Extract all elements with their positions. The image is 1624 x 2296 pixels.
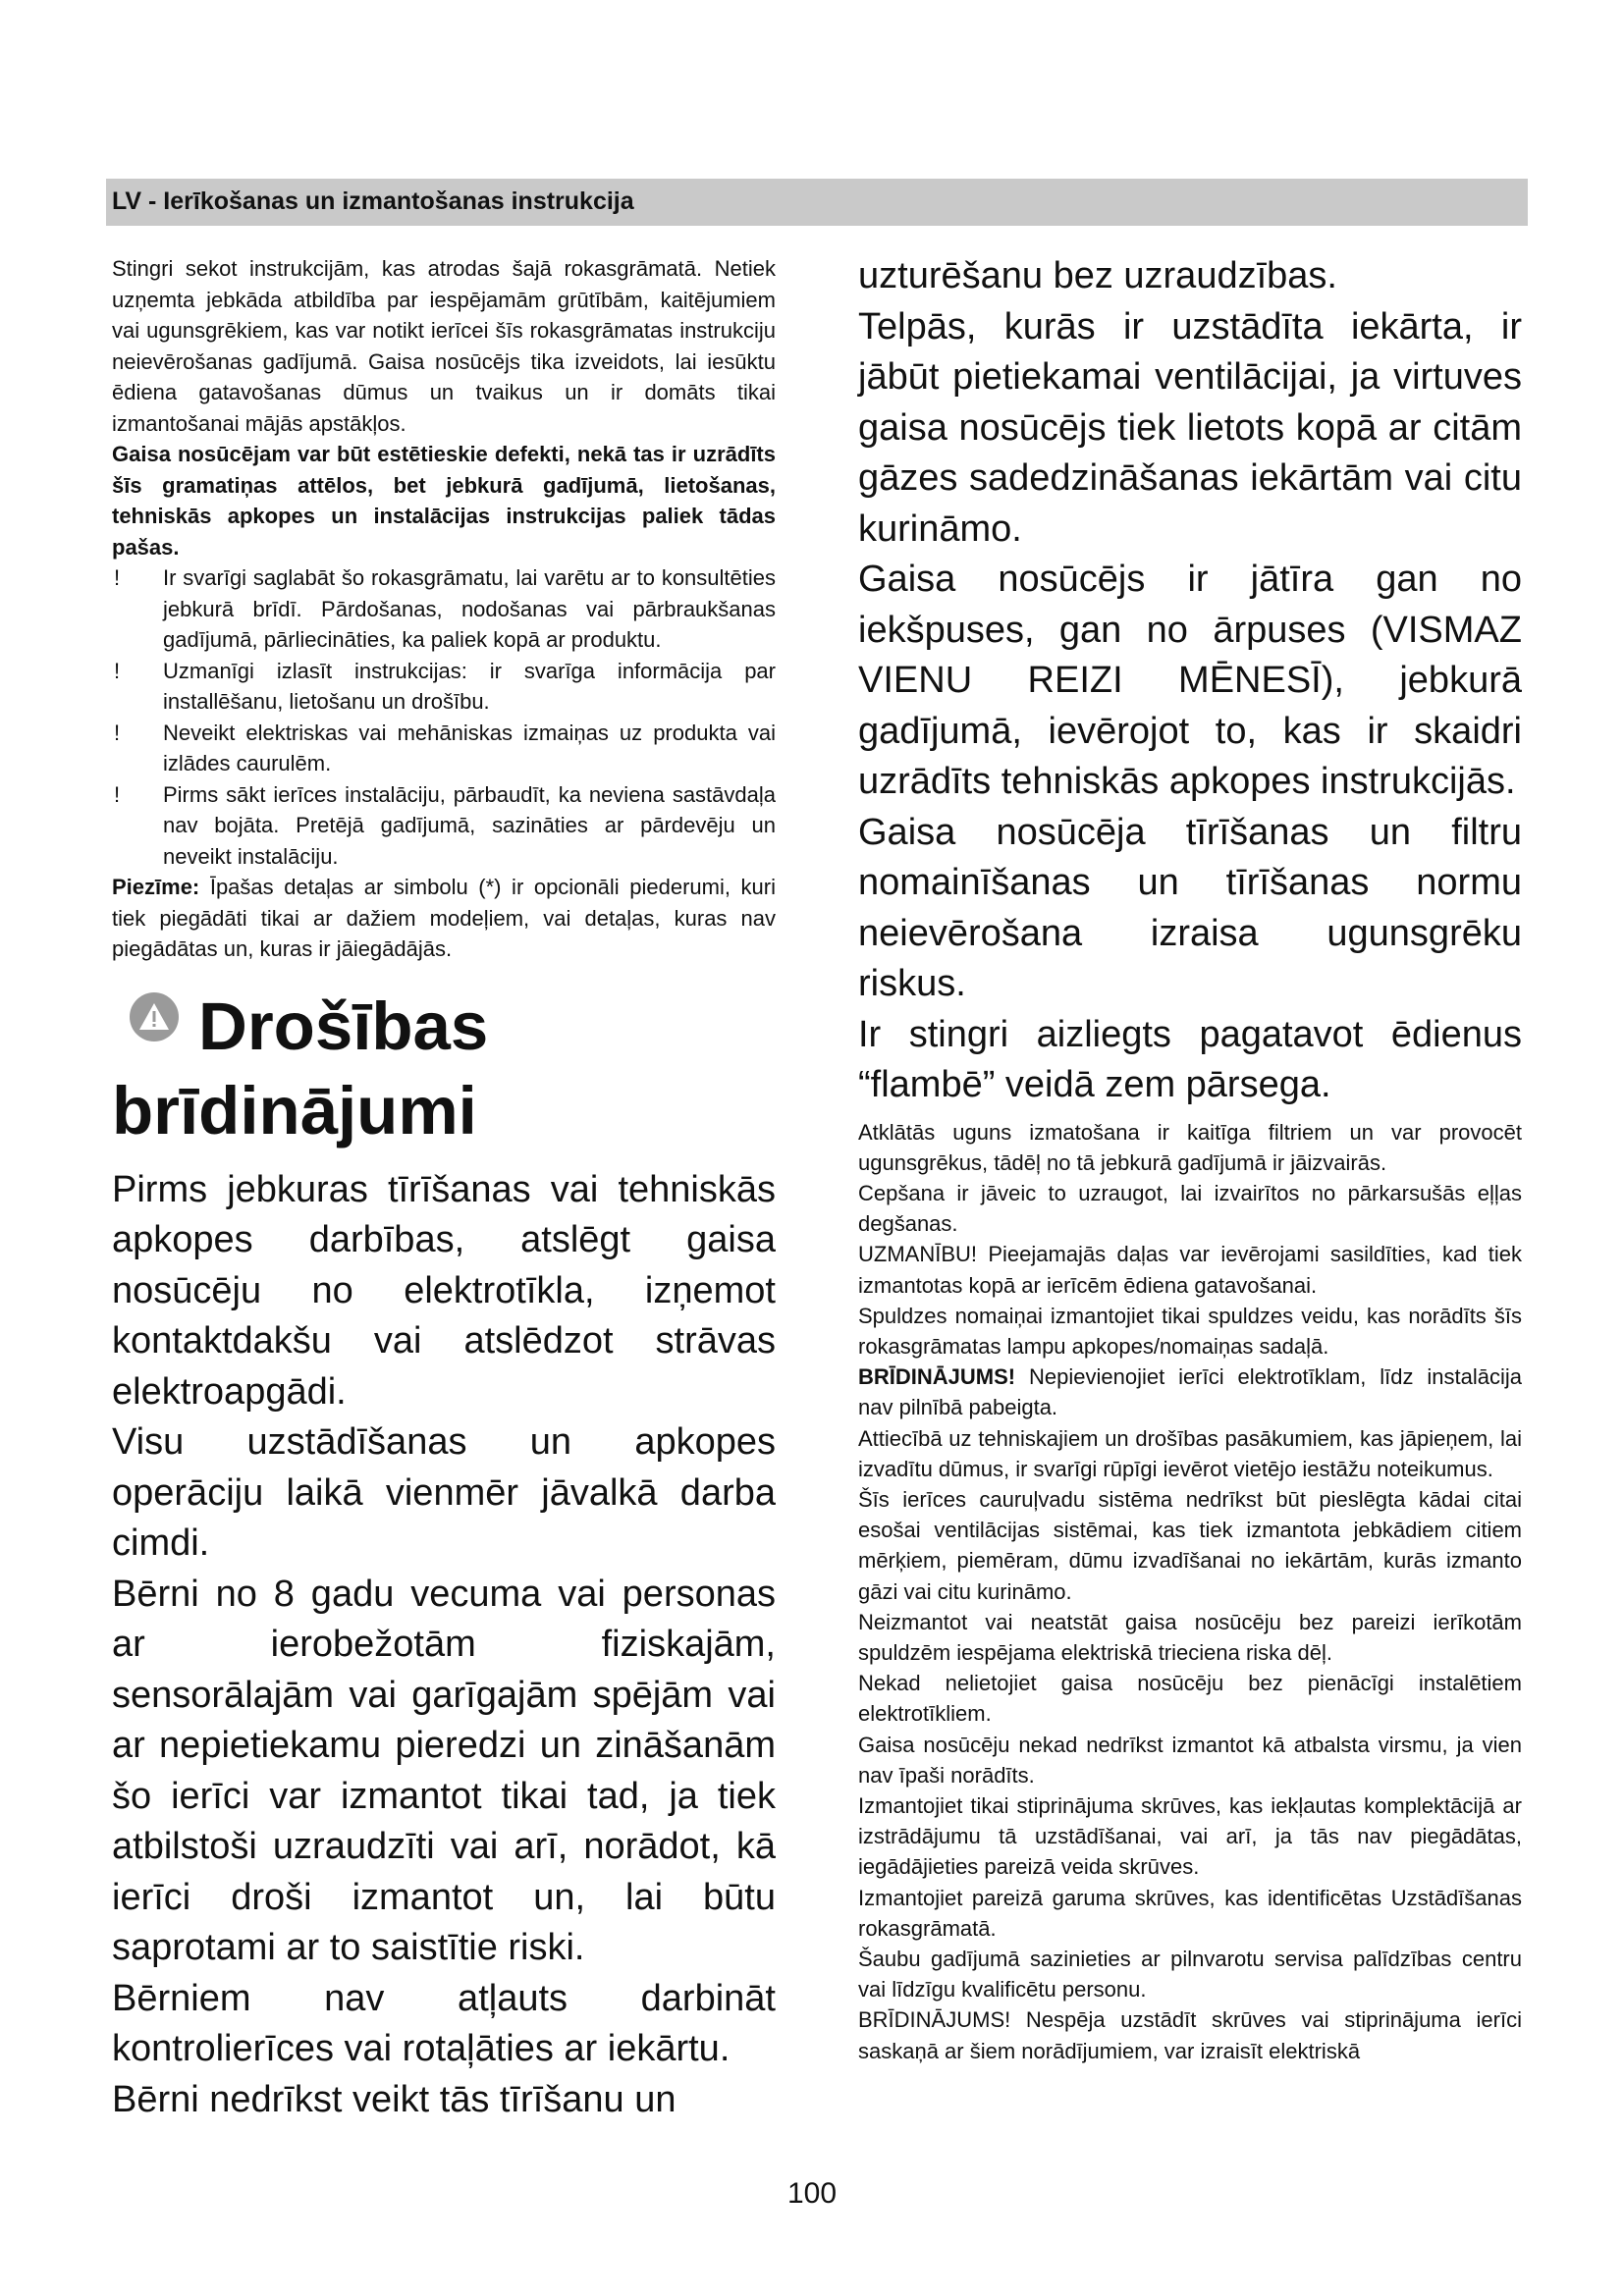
small-paragraph: BRĪDINĀJUMS! Nespēja uzstādīt skrūves vai stiprinājuma ierīci saskaņā ar šiem norādījumiem, var izraisīt elektriskā <box>858 2007 1522 2063</box>
big-paragraph: Bērni no 8 gadu vecuma vai personas ar ierobežotām fiziskajām, sensorālajām vai garīgajām spējām vai ar nepietiekamu pieredzi un zināšanām šo ierīci var izmantot tikai tad, ja tiek atbilstoši uzraudzīti vai arī, norādot, kā ierīci droši izmantot un, lai būtu saprotami ar to saistītie riski. <box>112 1573 776 1968</box>
exclamation-icon: ! <box>114 720 121 745</box>
exclamation-icon: ! <box>114 565 121 590</box>
heading-line-2: brīdinājumi <box>112 1072 477 1148</box>
small-paragraph: Nekad nelietojiet gaisa nosūcēju bez pienācīgi instalētiem elektrotīkliem. <box>858 1671 1522 1727</box>
exclamation-icon: ! <box>114 781 121 807</box>
section-header-title: LV - Ierīkošanas un izmantošanas instrukcija <box>112 187 634 215</box>
big-paragraph: Telpās, kurās ir uzstādīta iekārta, ir jābūt pietiekamai ventilācijai, ja virtuves gaisa nosūcējs tiek lietots kopā ar citām gāzes sadedzināšanas iekārtām vai citu kurināmo. <box>858 305 1522 550</box>
exclamation-icon: ! <box>114 658 121 683</box>
big-paragraph: Bērniem nav atļauts darbināt kontrolierīces vai rotaļāties ar iekārtu. <box>112 1977 776 2069</box>
small-paragraph: Gaisa nosūcēju nekad nedrīkst izmantot kā atbalsta virsmu, ja vien nav īpaši norādīts. <box>858 1732 1522 1788</box>
intro-paragraph: Stingri sekot instrukcijām, kas atrodas šajā rokasgrāmatā. Netiek uzņemta jebkāda atbildība par iespējamām grūtībām, kaitējumiem vai ugunsgrēkiem, kas var notikt ierīcei šīs rokasgrāmatas instrukciju neievērošanas gadījumā. Gaisa nosūcējs tika izveidots, lai iesūktu ēdiena gatavošanas dūmus un tvaikus un ir domāts tikai izmantošanai mājās apstākļos. <box>112 256 776 436</box>
small-paragraph: Cepšana ir jāveic to uzraugot, lai izvairītos no pārkarsušās eļļas degšanas. <box>858 1180 1522 1237</box>
warning-paragraph: BRĪDINĀJUMS! Nepievienojiet ierīci elektrotīklam, līdz instalācija nav pilnībā pabeigta. <box>858 1364 1522 1420</box>
left-column <box>112 253 776 2125</box>
safety-heading <box>112 985 776 1153</box>
note-paragraph: Piezīme: Īpašas detaļas ar simbolu (*) ir opcionāli piederumi, kuri tiek piegādāti tikai ar dažiem modeļiem, vai detaļas, kuras nav piegādātas un, kuras ir jāiegādājās. <box>112 875 776 961</box>
warning-icon <box>130 992 179 1041</box>
bullet-item: ! Ir svarīgi saglabāt šo rokasgrāmatu, lai varētu ar to konsultēties jebkurā brīdī. Pārdošanas, nodošanas vai pārbraukšanas gadījumā, pārliecināties, ka paliek kopā ar produktu. <box>112 562 776 656</box>
page-number: 100 <box>786 2177 838 2210</box>
big-paragraph: Ir stingri aizliegts pagatavot ēdienus “flambē” veidā zem pārsega. <box>858 1013 1522 1105</box>
big-paragraph: Gaisa nosūcējs ir jātīra gan no iekšpuses, gan no ārpuses (VISMAZ VIENU REIZI MĒNESĪ), jebkurā gadījumā, ievērojot to, kas ir skaidri uzrādīts tehniskās apkopes instrukcijās. <box>858 559 1522 802</box>
big-paragraph: Bērni nedrīkst veikt tās tīrīšanu un <box>112 2078 677 2120</box>
bullet-item: ! Uzmanīgi izlasīt instrukcijas: ir svarīga informācija par installēšanu, lietošanu un drošību. <box>112 656 776 718</box>
big-paragraph: Visu uzstādīšanas un apkopes operāciju laikā vienmēr jāvalkā darba cimdi. <box>112 1421 776 1564</box>
small-paragraph: Spuldzes nomaiņai izmantojiet tikai spuldzes veidu, kas norādīts šīs rokasgrāmatas lampu apkopes/nomaiņas sadaļā. <box>858 1303 1522 1359</box>
small-paragraph: Izmantojiet tikai stiprinājuma skrūves, kas iekļautas komplektācijā ar izstrādājumu tā uzstādīšanai, vai arī, ja tās nav piegādātas, iegādājieties pareizā veida skrūves. <box>858 1792 1522 1880</box>
small-paragraph: UZMANĪBU! Pieejamajās daļas var ievērojami sasildīties, kad tiek izmantotas kopā ar ierīcēm ēdiena gatavošanai. <box>858 1242 1522 1298</box>
small-paragraph: Šaubu gadījumā sazinieties ar pilnvarotu servisa palīdzības centru vai līdzīgu kvalificētu personu. <box>858 1946 1522 2002</box>
small-paragraph: Izmantojiet pareizā garuma skrūves, kas identificētas Uzstādīšanas rokasgrāmatā. <box>858 1885 1522 1941</box>
big-paragraph: uzturēšanu bez uzraudzības. <box>858 255 1337 296</box>
small-paragraph: Neizmantot vai neatstāt gaisa nosūcēju bez pareizi ierīkotām spuldzēm iespējama elektriskā trieciena riska dēļ. <box>858 1609 1522 1665</box>
big-paragraph: Gaisa nosūcēja tīrīšanas un filtru nomainīšanas un tīrīšanas normu neievērošana izraisa ugunsgrēku riskus. <box>858 811 1522 1004</box>
section-header <box>106 179 1528 226</box>
bullet-list <box>112 562 776 872</box>
big-paragraph: Pirms jebkuras tīrīšanas vai tehniskās apkopes darbības, atslēgt gaisa nosūcēju no elektrotīkla, izņemot kontaktdakšu vai atslēdzot strāvas elektroapgādi. <box>112 1168 776 1413</box>
bullet-item: ! Neveikt elektriskas vai mehāniskas izmaiņas uz produkta vai izlādes caurulēm. <box>112 718 776 779</box>
bullet-item: ! Pirms sākt ierīces instalāciju, pārbaudīt, ka neviena sastāvdaļa nav bojāta. Pretējā gadījumā, sazināties ar pārdevēju un neveikt instalāciju. <box>112 779 776 873</box>
small-paragraph: Atklātās uguns izmatošana ir kaitīga filtriem un var provocēt ugunsgrēkus, tādēļ no tā jebkurā gadījumā ir jāizvairās. <box>858 1119 1522 1175</box>
warning-label: BRĪDINĀJUMS! <box>858 1364 1016 1390</box>
bold-note: Gaisa nosūcējam var būt estētieskie defekti, nekā tas ir uzrādīts šīs gramatiņas attēlos, bet jebkurā gadījumā, lietošanas, tehniskās apkopes un instalācijas instrukcijas paliek tādas pašas. <box>112 442 776 560</box>
small-paragraph: Šīs ierīces cauruļvadu sistēma nedrīkst būt pieslēgta kādai citai esošai ventilācijas sistēmai, kas tiek izmantota jebkādiem citiem mērķiem, piemēram, dūmu izvadīšanai no iekārtām, kurās izmanto gāzi vai citu kurināmo. <box>858 1486 1522 1604</box>
right-column <box>858 251 1522 2066</box>
heading-line-1: Drošības <box>198 988 489 1064</box>
small-paragraph: Attiecībā uz tehniskajiem un drošības pasākumiem, kas jāpieņem, lai izvadītu dūmus, ir svarīgi rūpīgi ievērot vietējo iestāžu noteikumus. <box>858 1425 1522 1481</box>
note-label: Piezīme: <box>112 875 200 899</box>
